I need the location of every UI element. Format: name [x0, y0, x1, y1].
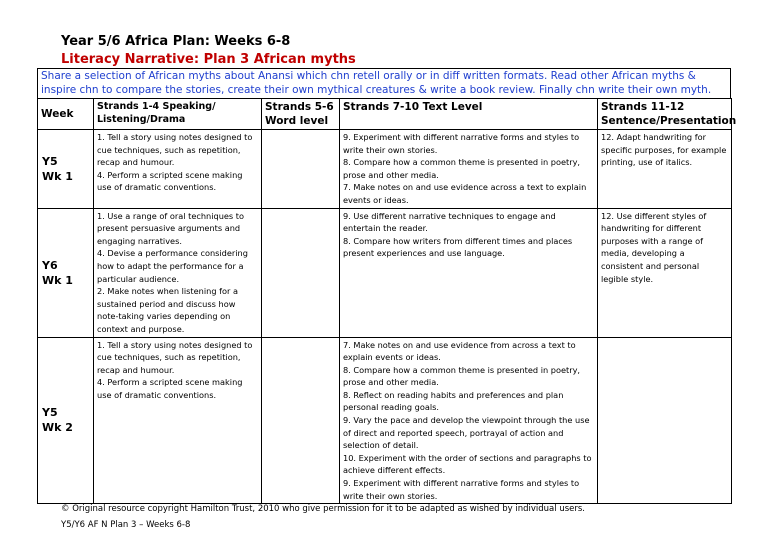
document-subtitle: Literacy Narrative: Plan 3 African myths — [61, 52, 356, 67]
objectives-cell-s710 — [340, 208, 598, 337]
week-cell — [38, 337, 94, 504]
objective-item: 12. Adapt handwriting for specific purposes, for example printing, use of italics. — [601, 132, 727, 168]
objective-item: 12. Use different styles of handwriting for different purposes with a range of media, developing a consistent and personal legible style. — [601, 210, 707, 284]
objectives-cell-s1112 — [598, 208, 732, 337]
plan-table — [37, 98, 737, 504]
table-row — [38, 208, 732, 337]
objective-item: 1. Use a range of oral techniques to present persuasive arguments and engaging narratives. — [97, 210, 245, 246]
objective-item: 4. Devise a performance considering how to adapt the performance for a particular audience. — [97, 248, 248, 284]
copyright-footer: © Original resource copyright Hamilton Trust, 2010 who give permission for it to be adapted as wished by individual users. — [61, 504, 585, 514]
objectives-cell-s14 — [94, 337, 262, 504]
objective-item: 8. Compare how a common theme is presented in poetry, prose and other media. — [343, 364, 581, 388]
plan-frame — [37, 68, 737, 504]
objectives-cell-s710 — [340, 130, 598, 209]
header-row — [38, 99, 732, 130]
header-strands-11-12: Strands 11-12 Sentence/Presentation — [598, 99, 732, 130]
reference-footer: Y5/Y6 AF N Plan 3 – Weeks 6-8 — [61, 520, 191, 530]
objective-item: 1. Tell a story using notes designed to cue techniques, such as repetition, recap and humour. — [97, 339, 253, 375]
week-number: Wk 1 — [42, 273, 73, 287]
objective-item: 9. Use different narrative techniques to engage and entertain the reader. — [343, 210, 556, 234]
objective-item: 7. Make notes on and use evidence from across a text to explain events or ideas. — [343, 339, 576, 363]
objectives-cell-s56 — [262, 208, 340, 337]
objective-item: 8. Reflect on reading habits and preferences and plan personal reading goals. — [343, 389, 564, 413]
week-year: Y5 — [42, 406, 58, 420]
objectives-cell-s14 — [94, 130, 262, 209]
objective-item: 1. Tell a story using notes designed to cue techniques, such as repetition, recap and humour. — [97, 132, 253, 168]
week-cell — [38, 130, 94, 209]
week-year: Y5 — [42, 154, 58, 168]
objective-item: 9. Experiment with different narrative forms and styles to write their own stories. — [343, 132, 580, 155]
objectives-cell-s14 — [94, 208, 262, 337]
objectives-cell-s1112 — [598, 130, 732, 209]
table-row — [38, 337, 732, 504]
objective-item: 8. Compare how a common theme is presented in poetry, prose and other media. — [343, 157, 581, 180]
objective-item: 9. Experiment with different narrative forms and styles to write their own stories. — [343, 478, 580, 501]
week-number: Wk 1 — [42, 169, 73, 183]
objectives-cell-s56 — [262, 130, 340, 209]
objectives-cell-s710 — [340, 337, 598, 504]
week-number: Wk 2 — [42, 421, 73, 435]
document-title: Year 5/6 Africa Plan: Weeks 6-8 — [61, 34, 291, 49]
objective-item: 4. Perform a scripted scene making use of dramatic conventions. — [97, 377, 243, 400]
objective-item: 7. Make notes on and use evidence across a text to explain events or ideas. — [343, 182, 587, 205]
objective-item: 10. Experiment with the order of sections and paragraphs to achieve different effects. — [343, 452, 592, 476]
header-week: Week — [38, 99, 94, 130]
objective-item: 8. Compare how writers from different times and places present experiences and use language. — [343, 235, 573, 259]
objective-item: 4. Perform a scripted scene making use of dramatic conventions. — [97, 169, 243, 193]
intro-text: Share a selection of African myths about Anansi which chn retell orally or in diff written formats. Read other African myths & inspire chn to compare the stories, create their own mythical creatures & write a book review. Finally chn write their own myth. — [37, 68, 731, 98]
header-strands-5-6: Strands 5-6 Word level — [262, 99, 340, 130]
week-cell — [38, 208, 94, 337]
objectives-cell-s56 — [262, 337, 340, 504]
header-strands-1-4: Strands 1-4 Speaking/ Listening/Drama — [94, 99, 262, 130]
week-year: Y6 — [42, 258, 58, 272]
objectives-cell-s1112 — [598, 337, 732, 504]
header-strands-7-10: Strands 7-10 Text Level — [340, 99, 598, 130]
objective-item: 2. Make notes when listening for a sustained period and discuss how note-taking varies depending on context and purpose. — [97, 286, 239, 334]
table-row — [38, 130, 732, 209]
objective-item: 9. Vary the pace and develop the viewpoint through the use of direct and reported speech, portrayal of action and selection of detail. — [343, 415, 590, 451]
